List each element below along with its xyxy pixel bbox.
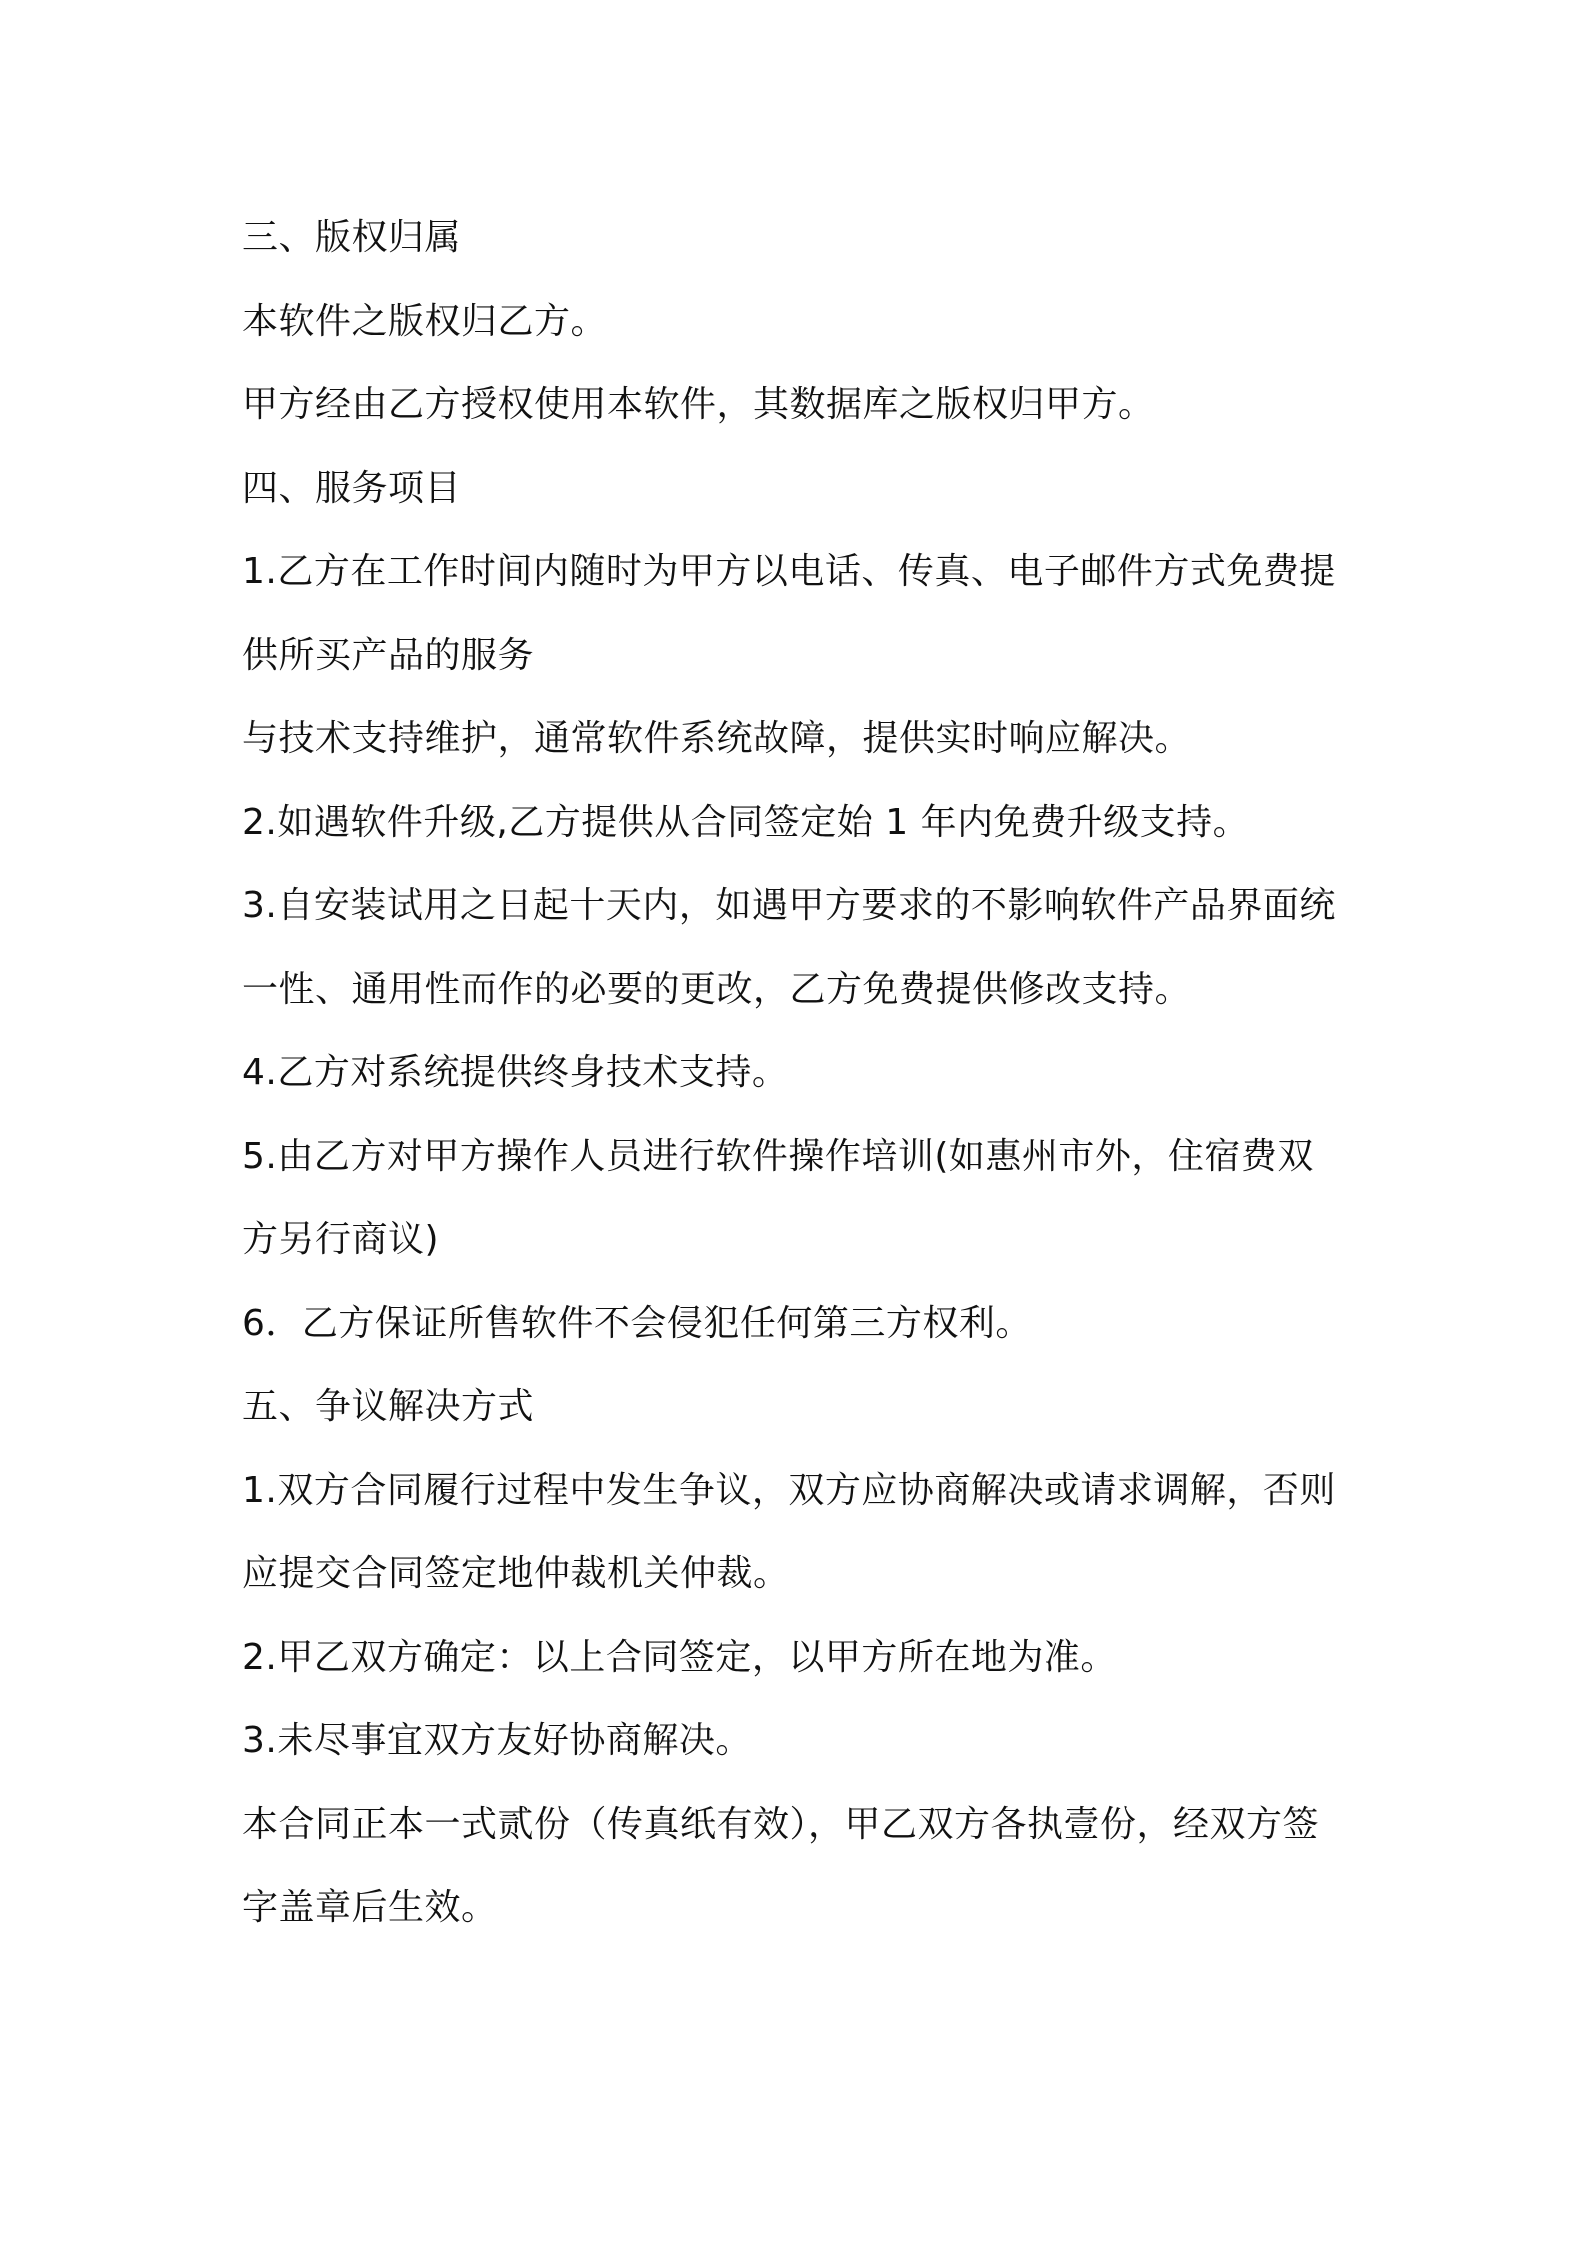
paragraph-line: 方另行商议)	[242, 1219, 440, 1260]
paragraph-line: 供所买产品的服务	[242, 634, 535, 676]
paragraph-line: 本合同正本一式贰份（传真纸有效），甲乙双方各执壹份，经双方签	[242, 1803, 1320, 1845]
document-body	[242, 196, 1362, 1950]
section-heading-services: 四、服务项目	[242, 467, 462, 509]
section-heading-copyright: 三、版权归属	[242, 217, 462, 258]
paragraph-line: 与技术支持维护，通常软件系统故障，提供实时响应解决。	[242, 718, 1192, 759]
paragraph-line: 3.自安装试用之日起十天内，如遇甲方要求的不影响软件产品界面统	[242, 885, 1336, 926]
paragraph-line: 甲方经由乙方授权使用本软件，其数据库之版权归甲方。	[242, 384, 1155, 425]
paragraph-line: 6．乙方保证所售软件不会侵犯任何第三方权利。	[242, 1302, 1032, 1344]
paragraph-line: 1.乙方在工作时间内随时为甲方以电话、传真、电子邮件方式免费提	[242, 551, 1336, 592]
paragraph-line: 1.双方合同履行过程中发生争议，双方应协商解决或请求调解，否则	[242, 1469, 1336, 1511]
paragraph-line: 5.由乙方对甲方操作人员进行软件操作培训(如惠州市外，住宿费双	[242, 1135, 1314, 1177]
paragraph-line: 3.未尽事宜双方友好协商解决。	[242, 1720, 752, 1761]
paragraph-line: 字盖章后生效。	[242, 1887, 498, 1928]
paragraph-line: 4.乙方对系统提供终身技术支持。	[242, 1052, 789, 1093]
paragraph-line: 2.如遇软件升级,乙方提供从合同签定始 1 年内免费升级支持。	[242, 801, 1250, 843]
paragraph-line: 本软件之版权归乙方。	[242, 300, 608, 342]
section-heading-disputes: 五、争议解决方式	[242, 1386, 535, 1427]
paragraph-line: 一性、通用性而作的必要的更改，乙方免费提供修改支持。	[242, 968, 1192, 1010]
paragraph-line: 应提交合同签定地仲裁机关仲裁。	[242, 1553, 790, 1594]
paragraph-line: 2.甲乙双方确定：以上合同签定，以甲方所在地为准。	[242, 1636, 1117, 1678]
